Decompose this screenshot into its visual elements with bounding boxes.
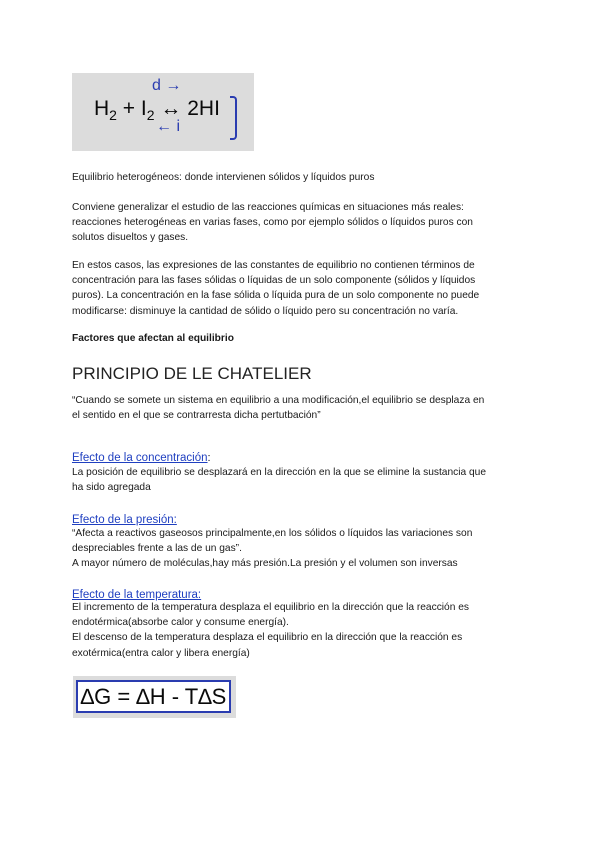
- colon: :: [207, 452, 211, 464]
- line: el sentido en el que se contrarresta dicha pertutbación”: [72, 410, 321, 422]
- line: ha sido agregada: [72, 482, 151, 494]
- heterogeneous-title: Equilibrio heterogéneos: donde intervienen sólidos y líquidos puros: [72, 172, 375, 183]
- line: reacciones heterogéneas en varias fases, como por ejemplo sólidos o líquidos puros con: [72, 217, 473, 229]
- line: Conviene generalizar el estudio de las reacciones químicas en situaciones más reales:: [72, 202, 464, 213]
- line: modificarse: disminuye la cantidad de sólido o líquido pero su concentración no varía.: [72, 305, 459, 317]
- line: El incremento de la temperatura desplaza el equilibrio en la dirección que la reacción es: [72, 602, 469, 613]
- generalize-paragraph: [72, 200, 532, 246]
- line: “Cuando se somete un sistema en equilibrio a una modificación,el equilibrio se desplaza en: [72, 395, 485, 406]
- reversible-arrow-icon: ↔: [160, 97, 182, 120]
- direct-direction-label: d →: [152, 77, 182, 94]
- line: El descenso de la temperatura desplaza el equilibrio en la dirección que la reacción es: [72, 632, 463, 644]
- line: En estos casos, las expresiones de las constantes de equilibrio no contienen términos de: [72, 260, 475, 271]
- gibbs-equation: ∆G = ∆H - T∆S: [76, 680, 231, 713]
- equation-product: 2HI: [187, 97, 220, 120]
- line: concentración para las fases sólidas o líquidas de un solo componente (sólidos y líquidos: [72, 275, 476, 287]
- pressure-link[interactable]: Efecto de la presión:: [72, 514, 177, 526]
- bracket-decoration: [230, 96, 237, 140]
- pressure-text: [72, 526, 532, 572]
- equilibrium-equation-image: [72, 73, 254, 151]
- line: endotérmica(absorbe calor y consume energía).: [72, 617, 289, 629]
- line: solutos disueltos y gases.: [72, 232, 189, 244]
- equation-main: $H_2 + I_2$ ↔ 2HI: [94, 97, 220, 124]
- line: A mayor número de moléculas,hay más presión.La presión y el volumen son inversas: [72, 558, 458, 570]
- principle-quote: [72, 393, 532, 423]
- cases-paragraph: [72, 258, 532, 319]
- line: despreciables frente a las de un gas”.: [72, 543, 242, 555]
- principle-heading: PRINCIPIO DE LE CHATELIER: [72, 364, 312, 383]
- inverse-direction-label: ← i: [156, 118, 180, 135]
- line: puros). La concentración en la fase sólida o líquida pura de un solo componente no puede: [72, 290, 480, 302]
- line: exotérmica(entra calor y libera energía): [72, 647, 250, 659]
- gibbs-equation-image: [73, 676, 236, 718]
- factors-title: Factores que afectan al equilibrio: [72, 333, 234, 344]
- line: “Afecta a reactivos gaseosos principalmente,en los sólidos o líquidos las variaciones son: [72, 528, 473, 539]
- concentration-heading: [72, 448, 211, 466]
- temperature-link[interactable]: Efecto de la temperatura:: [72, 589, 202, 601]
- temperature-text: [72, 600, 532, 661]
- line: La posición de equilibrio se desplazará en la dirección en la que se elimine la sustancia que: [72, 467, 486, 478]
- concentration-text: [72, 465, 532, 495]
- concentration-link[interactable]: Efecto de la concentración: [72, 452, 208, 464]
